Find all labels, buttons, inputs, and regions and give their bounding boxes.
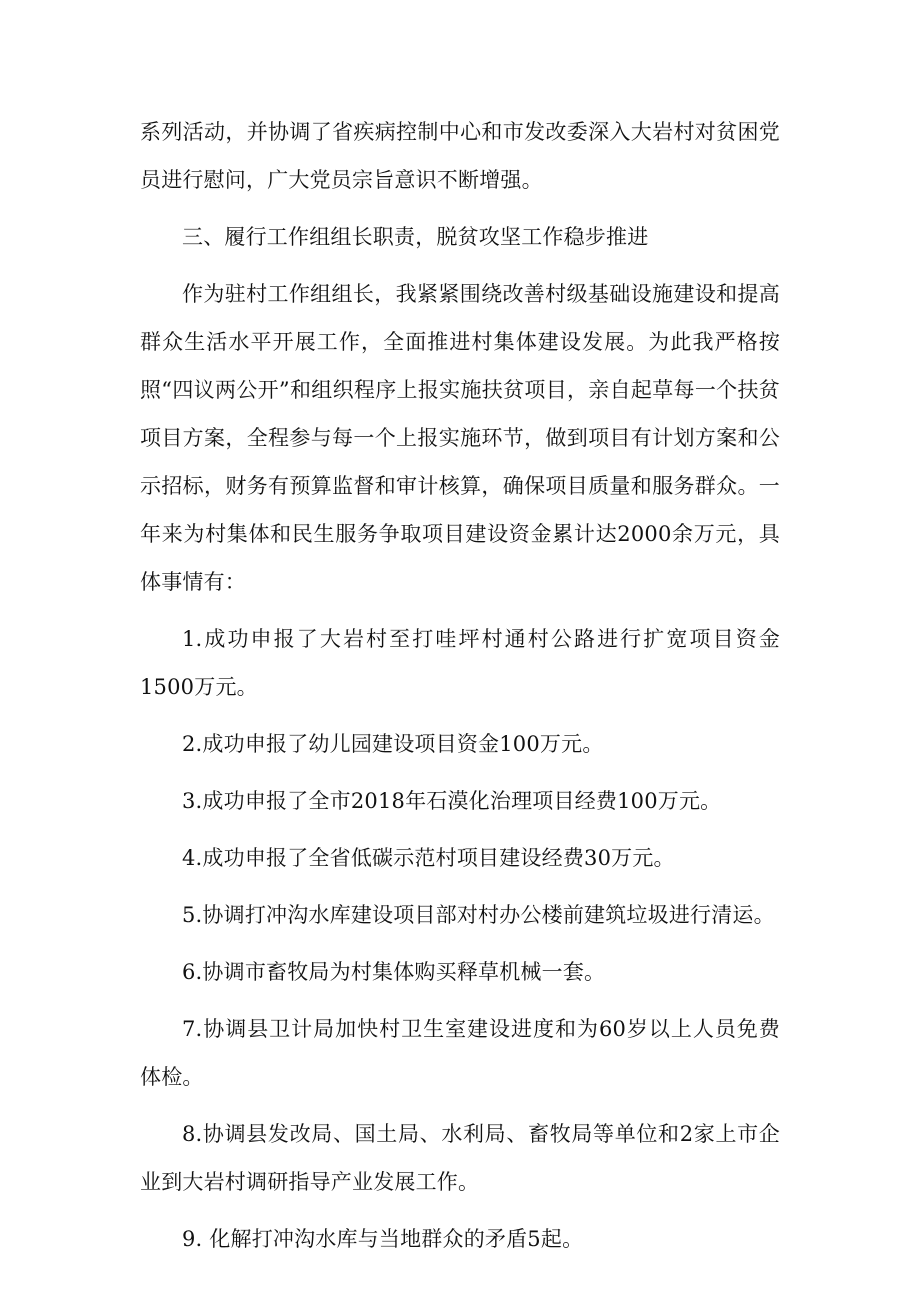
list-item-4: 4.成功申报了全省低碳示范村项目建设经费30万元。 xyxy=(182,846,675,870)
list-item-9: 9. 化解打冲沟水库与当地群众的矛盾5起。 xyxy=(182,1227,584,1251)
document-body xyxy=(140,108,780,1272)
paragraph-intro: 作为驻村工作组组长，我紧紧围绕改善村级基础设施建设和提高群众生活水平开展工作，全面推进村集体建设发展。为此我严格按照“四议两公开”和组织程序上报实施扶贫项目，亲自起草每一个扶贫项目方案，全程参与每一个上报实施环节，做到项目有计划方案和公示招标，财务有预算监督和审计核算，确保项目质量和服务群众。一年来为村集体和民生服务争取项目建设资金累计达2000余万元，具体事情有： xyxy=(140,282,780,594)
section-heading: 三、履行工作组组长职责，脱贫攻坚工作稳步推进 xyxy=(182,225,649,249)
list-item-2: 2.成功申报了幼儿园建设项目资金100万元。 xyxy=(182,732,604,756)
list-item-1: 1.成功申报了大岩村至打哇坪村通村公路进行扩宽项目资金1500万元。 xyxy=(140,627,780,699)
list-item-5: 5.协调打冲沟水库建设项目部对村办公楼前建筑垃圾进行清运。 xyxy=(182,903,775,927)
list-item-3: 3.成功申报了全市2018年石漠化治理项目经费100万元。 xyxy=(182,789,722,813)
paragraph-continuation: 系列活动，并协调了省疾病控制中心和市发改委深入大岩村对贫困党员进行慰问，广大党员宗旨意识不断增强。 xyxy=(140,120,780,192)
list-item-7: 7.协调县卫计局加快村卫生室建设进度和为60岁以上人员免费体检。 xyxy=(140,1017,780,1089)
list-item-8: 8.协调县发改局、国土局、水利局、畜牧局等单位和2家上市企业到大岩村调研指导产业发展工作。 xyxy=(140,1122,780,1194)
list-item-6: 6.协调市畜牧局为村集体购买释草机械一套。 xyxy=(182,960,606,984)
